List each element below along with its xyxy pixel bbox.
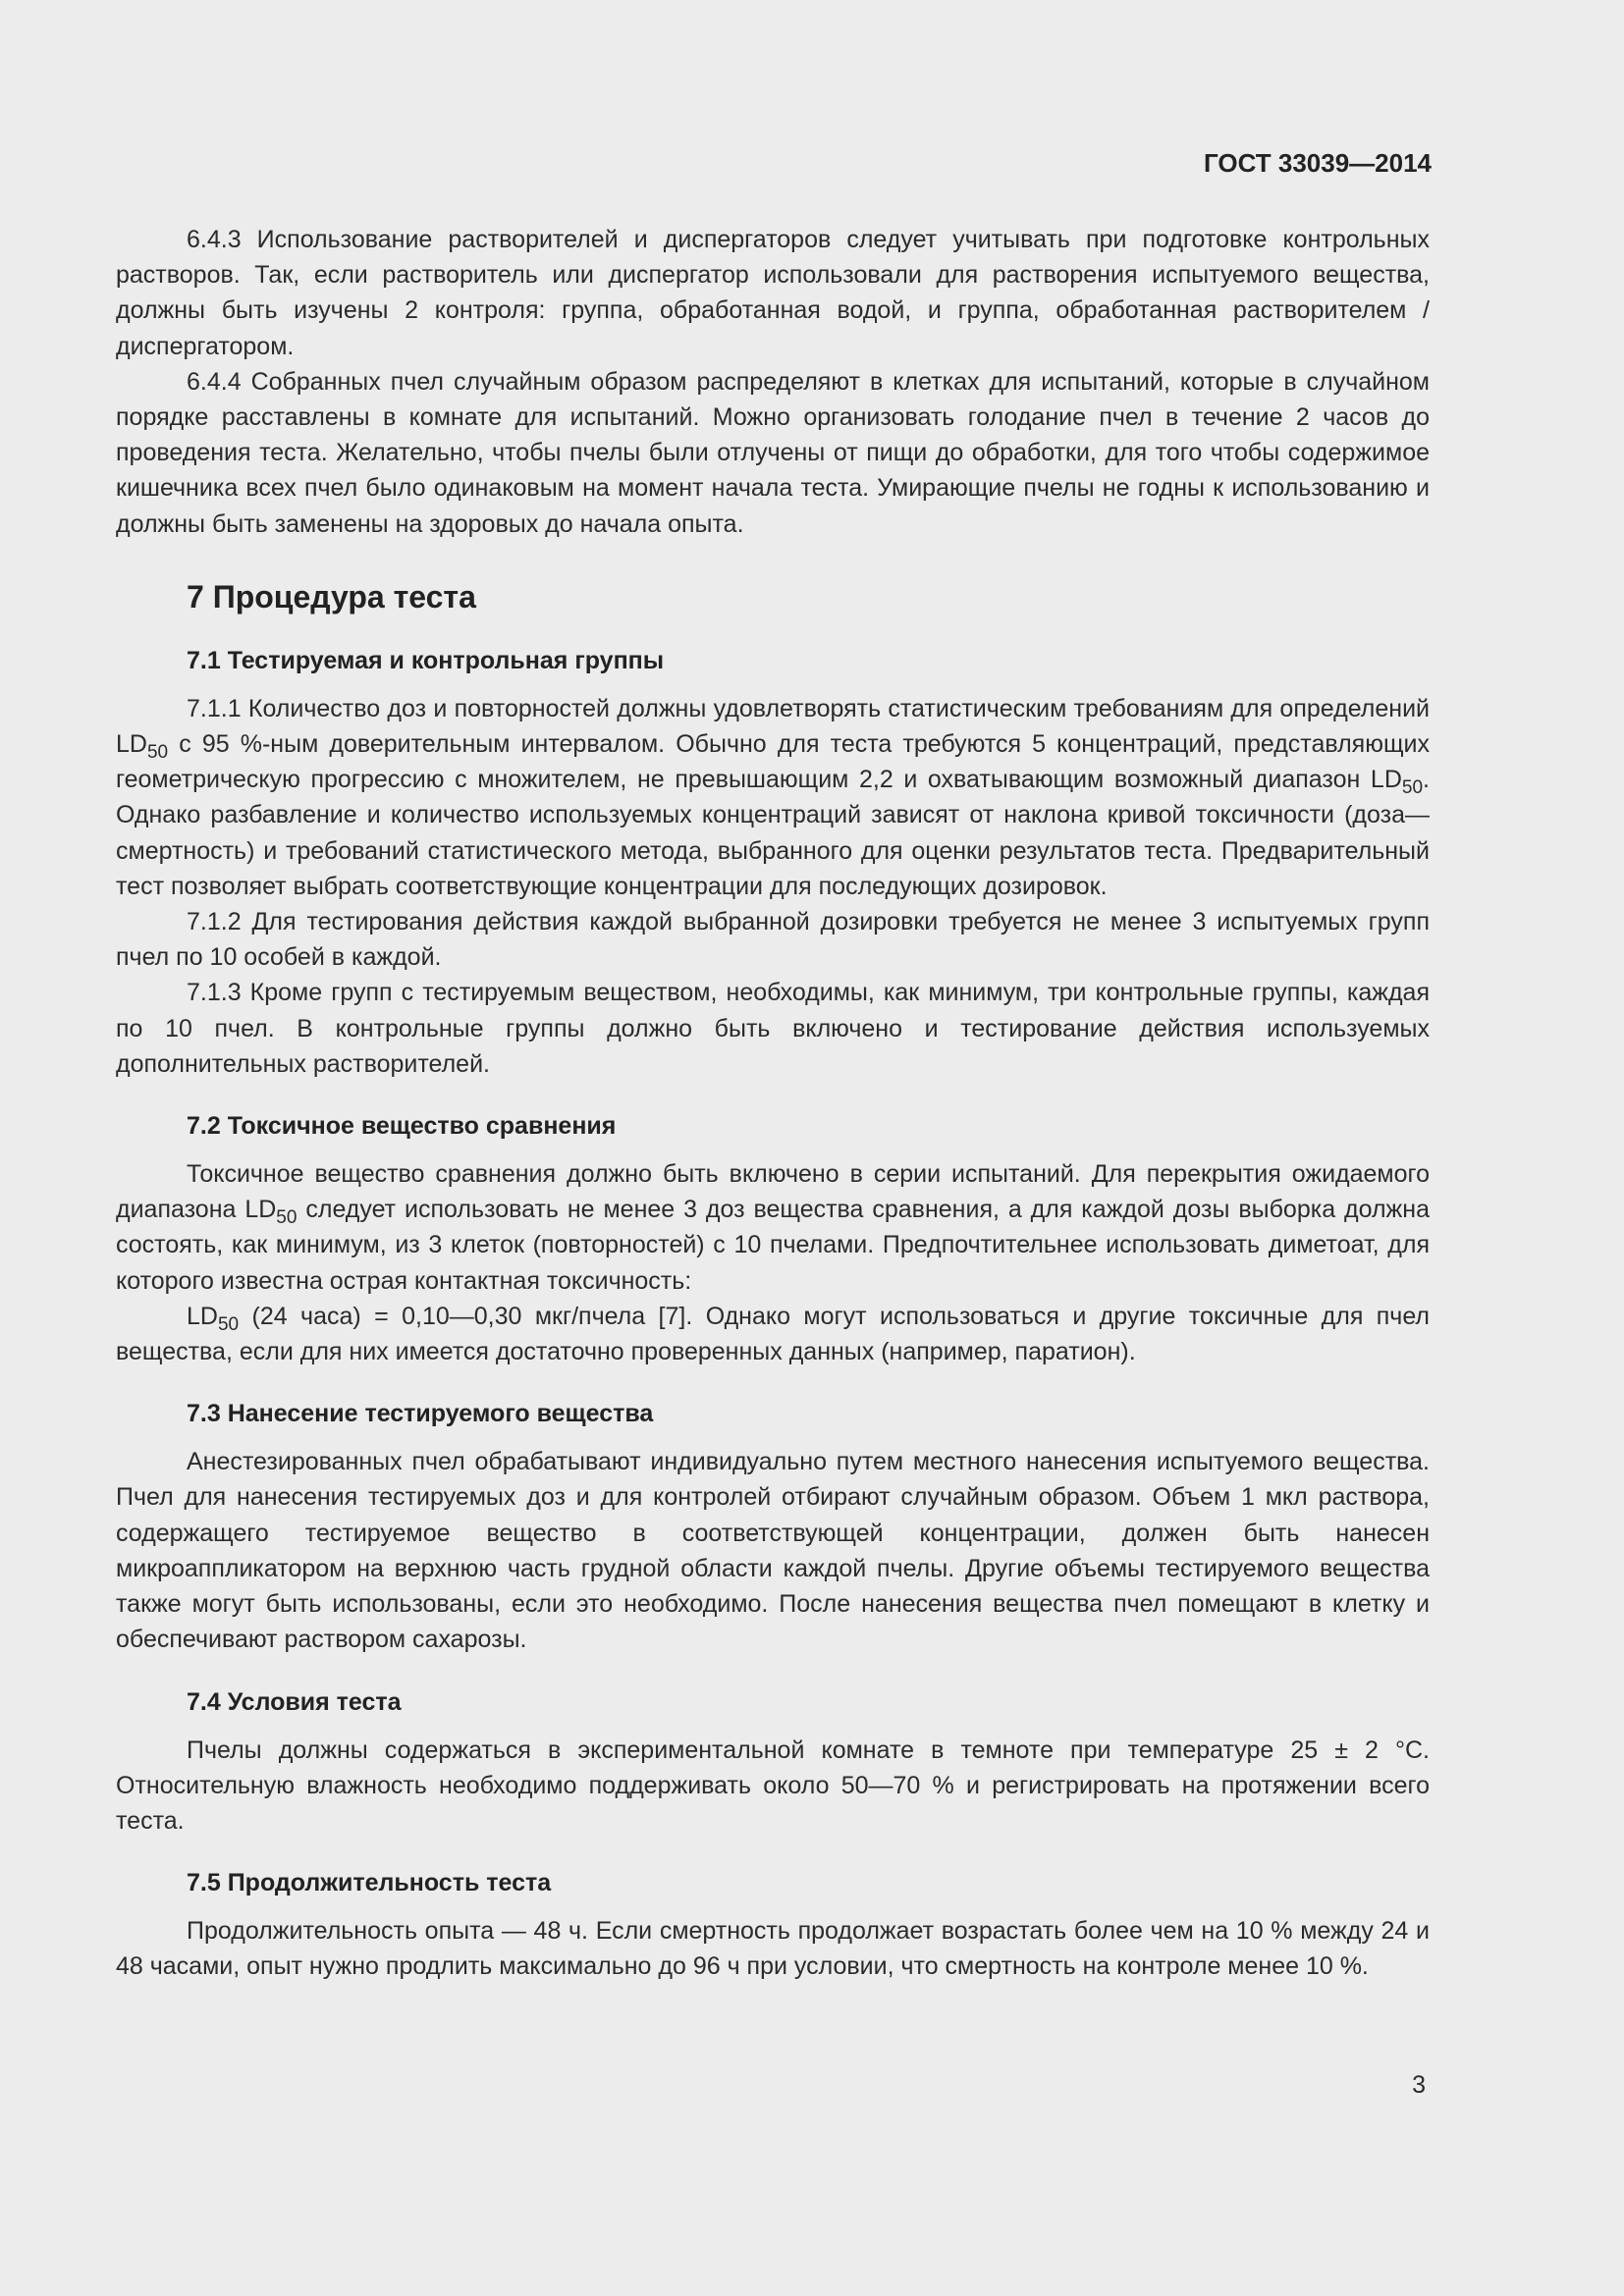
document-header: ГОСТ 33039—2014 [1204, 148, 1432, 178]
document-body [116, 222, 1430, 1985]
page-number: 3 [1412, 2071, 1426, 2099]
paragraph-7-2-1 [116, 1156, 1430, 1299]
subsection-7-5-heading: 7.5 Продолжительность теста [187, 1869, 552, 1897]
paragraph-7-3: Анестезированных пчел обрабатывают индивидуально путем местного нанесения испытуемого вещества. Пчел для нанесения тестируемых доз и для контролей отбирают случайным образом. Объем 1 мкл раствора, содержащего тестируемое вещество в соответствующей концентрации, должен быть нанесен микроаппликатором на верхнюю часть грудной области каждой пчелы. Другие объемы тестируемого вещества также могут быть использованы, если это необходимо. После нанесения вещества пчел помещают в клетку и обеспечивают раствором сахарозы. [116, 1448, 1430, 1654]
text-run: с 95 %-ным доверительным интервалом. Обычно для теста требуются 5 концентраций, представляющих геометрическую прогрессию с множителем, не превышающим 2,2 и охватывающим возможный диапазон LD [116, 730, 1430, 794]
subscript: 50 [1401, 777, 1424, 799]
paragraph-7-1-2: 7.1.2 Для тестирования действия каждой выбранной дозировки требуется не менее 3 испытуемых групп пчел по 10 особей в каждой. [116, 908, 1430, 972]
subscript: 50 [146, 742, 169, 764]
subscript: 50 [276, 1207, 298, 1229]
subsection-7-3-heading: 7.3 Нанесение тестируемого вещества [187, 1400, 654, 1428]
text-run: Токсичное вещество сравнения должно быть включено в серии испытаний. Для перекрытия ожидаемого диапазона LD [116, 1160, 1430, 1224]
text-run: (24 часа) = 0,10—0,30 мкг/пчела [7]. Однако могут использоваться и другие токсичные для пчел вещества, если для них имеется достаточно проверенных данных (например, паратион). [116, 1302, 1430, 1366]
subsection-7-1-heading: 7.1 Тестируемая и контрольная группы [187, 646, 665, 674]
subsection-7-2-heading: 7.2 Токсичное вещество сравнения [187, 1112, 617, 1141]
paragraph-7-5: Продолжительность опыта — 48 ч. Если смертность продолжает возрастать более чем на 10 % между 24 и 48 часами, опыт нужно продлить максимально до 96 ч при условии, что смертность на контроле менее 10 %. [116, 1917, 1430, 1981]
subsection-7-4-heading: 7.4 Условия теста [187, 1687, 402, 1716]
paragraph-7-1-1 [116, 691, 1430, 904]
subscript: 50 [217, 1313, 240, 1335]
paragraph-7-4: Пчелы должны содержаться в экспериментальной комнате в темноте при температуре 25 ± 2 °С. Относительную влажность необходимо поддерживать около 50—70 % и регистрировать на протяжении всего теста. [116, 1735, 1430, 1835]
paragraph-7-1-3: 7.1.3 Кроме групп с тестируемым веществом, необходимы, как минимум, три контрольные группы, каждая по 10 пчел. В контрольные группы должно быть включено и тестирование действия используемых дополнительных растворителей. [116, 979, 1430, 1078]
paragraph-6-4-3: 6.4.3 Использование растворителей и диспергаторов следует учитывать при подготовке контрольных растворов. Так, если растворитель или диспергатор использовали для растворения испытуемого вещества, должны быть изучены 2 контроля: группа, обработанная водой, и группа, обработанная растворителем /диспергатором. [116, 226, 1430, 360]
paragraph-7-2-2 [116, 1299, 1430, 1369]
text-run: 7.1.1 Количество доз и повторностей должны удовлетворять статистическим требованиям для определений LD [116, 694, 1430, 759]
text-run: . Однако разбавление и количество используемых концентраций зависят от наклона кривой токсичности (доза—смертность) и требований статистического метода, выбранного для оценки результатов теста. Предварительный тест позволяет выбрать соответствующие концентрации для последующих дозировок. [116, 766, 1430, 900]
section-7-heading: 7 Процедура теста [187, 578, 476, 614]
text-run: следует использовать не менее 3 доз вещества сравнения, а для каждой дозы выборка должна состоять, как минимум, из 3 клеток (повторностей) с 10 пчелами. Предпочтительнее использовать диметоат, для которого известна острая контактная токсичность: [116, 1196, 1430, 1295]
paragraph-6-4-4: 6.4.4 Собранных пчел случайным образом распределяют в клетках для испытаний, которые в случайном порядке расставлены в комнате для испытаний. Можно организовать голодание пчел в течение 2 часов до проведения теста. Желательно, чтобы пчелы были отлучены от пищи до обработки, для того чтобы содержимое кишечника всех пчел было одинаковым на момент начала теста. Умирающие пчелы не годны к использованию и должны быть заменены на здоровых до начала опыта. [116, 367, 1430, 538]
text-run: LD [187, 1302, 218, 1330]
